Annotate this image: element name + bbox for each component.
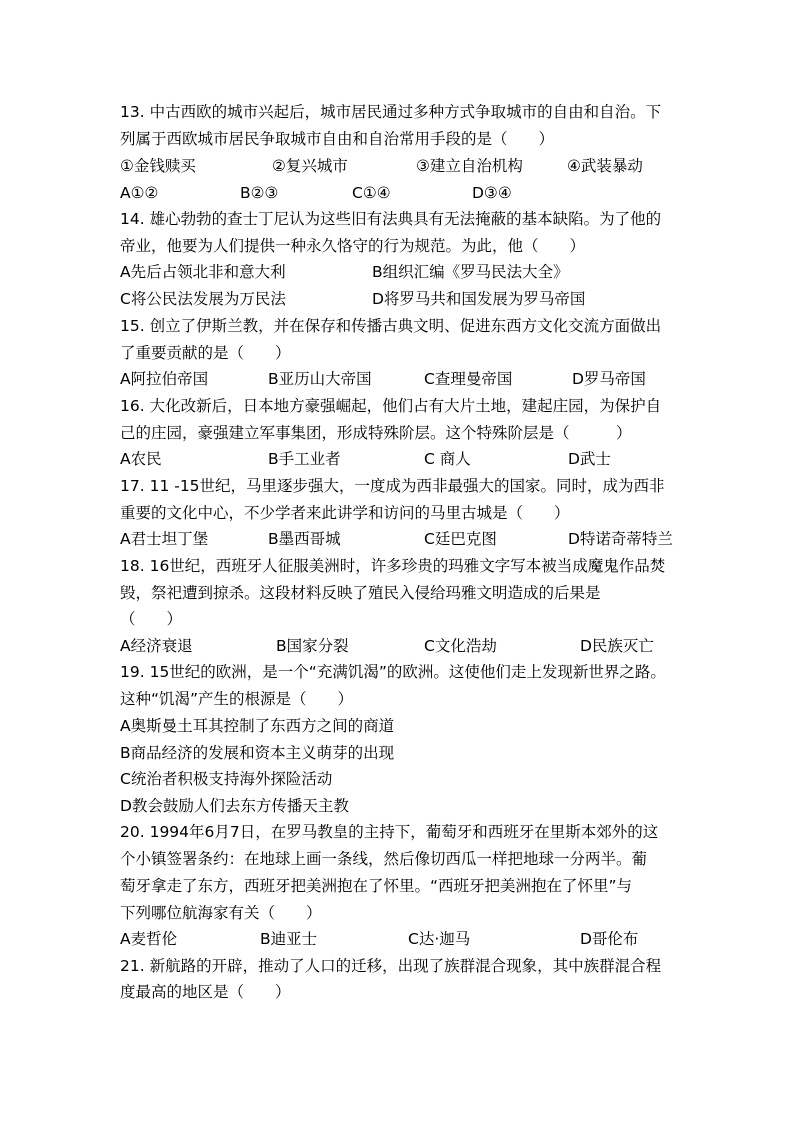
q21-stem-line-1: 21. 新航路的开辟，推动了人口的迁移，出现了族群混合现象，其中族群混合程	[120, 957, 662, 975]
q16-stem-line-2: 己的庄园，豪强建立军事集团，形成特殊阶层。这个特殊阶层是（ ）	[120, 424, 632, 442]
q13-item-3: ③建立自治机构	[416, 157, 523, 175]
q19-stem-line-2: 这种“饥渴”产生的根源是（ ）	[120, 690, 354, 708]
q17-option-b: B墨西哥城	[268, 530, 341, 548]
q17-stem-line-1: 17. 11 -15世纪，马里逐步强大，一度成为西非最强大的国家。同时，成为西非	[120, 477, 665, 495]
q19-option-c: C统治者积极支持海外探险活动	[120, 770, 333, 788]
q19-option-d: D教会鼓励人们去东方传播天主教	[120, 797, 349, 815]
q17-option-a: A君士坦丁堡	[120, 530, 209, 548]
q15-option-c: C查理曼帝国	[424, 370, 513, 388]
q15-option-a: A阿拉伯帝国	[120, 370, 209, 388]
q19-stem-line-1: 19. 15世纪的欧洲，是一个“充满饥渴”的欧洲。这使他们走上发现新世界之路。	[120, 663, 666, 681]
q21-stem-line-2: 度最高的地区是（ ）	[120, 983, 291, 1001]
q20-option-b: B迪亚士	[260, 930, 318, 948]
q13-option-b: B②③	[240, 184, 279, 202]
q14-option-b: B组织汇编《罗马民法大全》	[372, 263, 569, 281]
q18-stem-line-3: （ ）	[120, 610, 183, 628]
q13-stem-line-2: 列属于西欧城市居民争取城市自由和自治常用手段的是（ ）	[120, 130, 555, 148]
q20-option-d: D哥伦布	[580, 930, 639, 948]
q16-option-d: D武士	[568, 450, 611, 468]
q13-item-1: ①金钱赎买	[120, 157, 196, 175]
q20-stem-line-3: 萄牙拿走了东方，西班牙把美洲抱在了怀里。“西班牙把美洲抱在了怀里”与	[120, 877, 633, 895]
q17-option-d: D特诺奇蒂特兰	[568, 530, 673, 548]
q15-stem-line-1: 15. 创立了伊斯兰教，并在保存和传播古典文明、促进东西方文化交流方面做出	[120, 317, 662, 335]
q18-option-c: C文化浩劫	[424, 637, 497, 655]
q15-option-d: D罗马帝国	[572, 370, 646, 388]
q13-stem-line-1: 13. 中古西欧的城市兴起后，城市居民通过多种方式争取城市的自由和自治。下	[120, 103, 662, 121]
q17-stem-line-2: 重要的文化中心，不少学者来此讲学和访问的马里古城是（ ）	[120, 504, 570, 522]
q18-stem-line-1: 18. 16世纪，西班牙人征服美洲时，许多珍贵的玛雅文字写本被当成魔鬼作品焚	[120, 557, 666, 575]
q20-stem-line-1: 20. 1994年6月7日，在罗马教皇的主持下，葡萄牙和西班牙在里斯本郊外的这	[120, 823, 659, 841]
q13-item-4: ④武装暴动	[567, 157, 643, 175]
q20-stem-line-4: 下列哪位航海家有关（ ）	[120, 904, 322, 922]
q13-option-c: C①④	[352, 184, 391, 202]
q20-stem-line-2: 个小镇签署条约：在地球上画一条线，然后像切西瓜一样把地球一分两半。葡	[120, 850, 648, 868]
q16-option-b: B手工业者	[268, 450, 341, 468]
q18-stem-line-2: 毁，祭祀遭到掠杀。这段材料反映了殖民入侵给玛雅文明造成的后果是	[120, 584, 601, 602]
q18-option-d: D民族灭亡	[580, 637, 654, 655]
q14-stem-line-1: 14. 雄心勃勃的查士丁尼认为这些旧有法典具有无法掩蔽的基本缺陷。为了他的	[120, 210, 662, 228]
q20-option-a: A麦哲伦	[120, 930, 178, 948]
q16-option-a: A农民	[120, 450, 162, 468]
q18-option-a: A经济衰退	[120, 637, 193, 655]
q13-item-2: ②复兴城市	[272, 157, 348, 175]
q19-option-a: A奥斯曼土耳其控制了东西方之间的商道	[120, 717, 395, 735]
q13-option-d: D③④	[472, 184, 512, 202]
q16-option-c: C 商人	[424, 450, 471, 468]
q17-option-c: C廷巴克图	[424, 530, 497, 548]
q15-option-b: B亚历山大帝国	[268, 370, 372, 388]
q14-option-a: A先后占领北非和意大利	[120, 263, 286, 281]
q15-stem-line-2: 了重要贡献的是（ ）	[120, 344, 291, 362]
q16-stem-line-1: 16. 大化改新后，日本地方豪强崛起，他们占有大片土地，建起庄园，为保护自	[120, 397, 662, 415]
q20-option-c: C达·迦马	[408, 930, 471, 948]
q14-option-d: D将罗马共和国发展为罗马帝国	[372, 290, 586, 308]
q14-option-c: C将公民法发展为万民法	[120, 290, 286, 308]
q18-option-b: B国家分裂	[276, 637, 349, 655]
q13-option-a: A①②	[120, 184, 159, 202]
q14-stem-line-2: 帝业，他要为人们提供一种永久恪守的行为规范。为此，他（ ）	[120, 237, 586, 255]
q19-option-b: B商品经济的发展和资本主义萌芽的出现	[120, 744, 395, 762]
